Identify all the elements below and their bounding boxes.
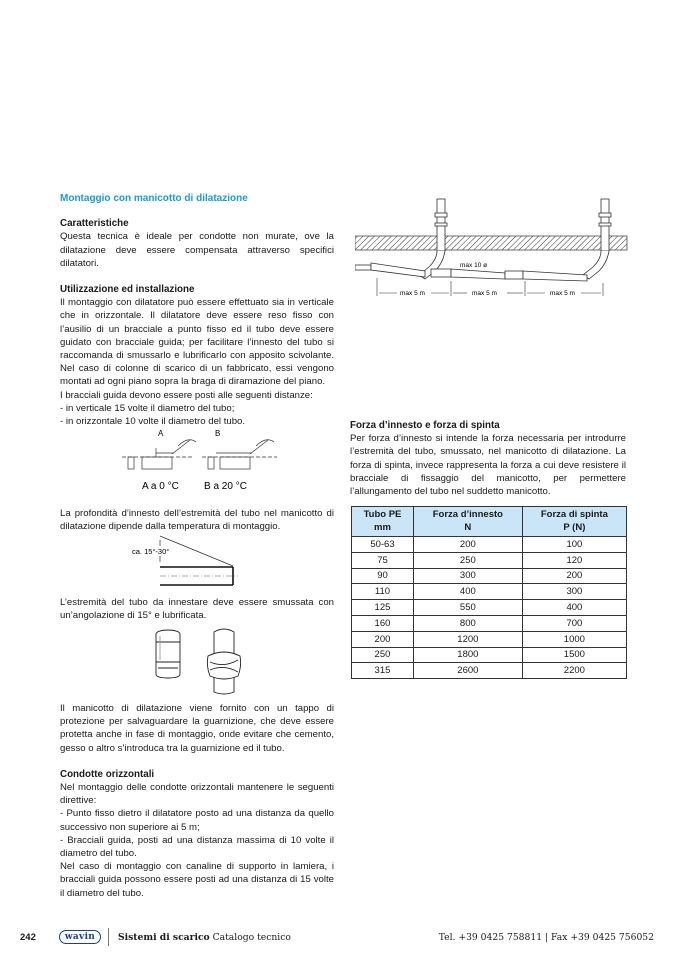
column-header-forza-spinta: Forza di spinta P (N) (522, 507, 626, 537)
text-condotte-item-2: - Bracciali guida, posti ad una distanza massima di 10 volte il diametro del tubo. (60, 834, 334, 860)
table-cell: 100 (522, 537, 626, 553)
dim-label-3: max 5 m (550, 290, 575, 297)
page-number: 242 (20, 932, 36, 943)
left-column-bottom (60, 702, 334, 900)
table-row (352, 584, 627, 600)
figure-insertion-depth (112, 424, 282, 494)
table-cell: 1500 (522, 647, 626, 663)
table-cell: 120 (522, 552, 626, 568)
table-cell: 90 (352, 568, 414, 584)
table-row (352, 615, 627, 631)
table-cell: 400 (413, 584, 522, 600)
text-condotte-lamiera: Nel caso di montaggio con canaline di supporto in lamiera, i bracciali guida possono essere posti ad una distanza di 15 volte il diametro del tubo. (60, 861, 334, 899)
table-row (352, 568, 627, 584)
angle-line (160, 536, 233, 566)
text-condotte-item-1: - Punto fisso dietro il dilatatore posto ad una distanza da quello successivo non superiore ai 5 m; (60, 808, 334, 833)
footer-divider (108, 928, 109, 946)
heading-caratteristiche: Caratteristiche (60, 218, 129, 230)
heading-utilizzazione: Utilizzazione ed installazione (60, 284, 195, 296)
table-cell: 200 (352, 631, 414, 647)
table-cell: 1000 (522, 631, 626, 647)
table-cell: 800 (413, 615, 522, 631)
table-row (352, 631, 627, 647)
text-smussatura: L’estremità del tubo da innestare deve essere smussata con un’angolazione di 15° e lubrificata. (60, 597, 334, 622)
table-row (352, 663, 627, 679)
table-cell: 400 (522, 600, 626, 616)
catalog-title: Sistemi di scarico Catalogo tecnico (118, 932, 291, 943)
protected-coupling-icon (207, 629, 240, 694)
figure-label-b: B (215, 429, 221, 438)
coupling-icon (156, 630, 180, 678)
fitting-b (202, 440, 277, 469)
table-row (352, 552, 627, 568)
table-cell: 110 (352, 584, 414, 600)
table-cell: 160 (352, 615, 414, 631)
text-condotte-intro: Nel montaggio delle condotte orizzontali mantenere le seguenti direttive: (60, 782, 334, 807)
fitting-a (122, 440, 196, 469)
table-cell: 250 (352, 647, 414, 663)
table-cell: 300 (413, 568, 522, 584)
table-cell: 315 (352, 663, 414, 679)
wavin-logo: wavin (59, 930, 101, 944)
column-header-forza-innesto: Forza d’innesto N (413, 507, 522, 537)
table-row (352, 600, 627, 616)
table-cell: 200 (413, 537, 522, 553)
left-column (60, 192, 334, 428)
label-max-10-diameter: max 10 ø (460, 262, 488, 269)
text-utilizzazione: Il montaggio con dilatatore può essere effettuato sia in verticale che in orizzontale. Il dilatatore deve essere reso fisso con l’ausilio di un bracciale a punto fisso ed il tubo deve essere guidato con bracciale guida; per facilitare l’innesto del tubo si raccomanda di smussarlo e lubrificarlo con apposito scivolante. Nel caso di colonne di scarico di un fabbricato, essi vengono montati ad ogni piano sopra la braga di diramazione del piano. (60, 297, 334, 388)
angle-label: ca. 15°-30° (132, 547, 170, 556)
dim-label-2: max 5 m (472, 290, 497, 297)
dim-label-1: max 5 m (400, 290, 425, 297)
text-distances-intro: I bracciali guida devono essere posti alle seguenti distanze: (60, 389, 313, 401)
table-cell: 550 (413, 600, 522, 616)
table-cell: 1200 (413, 631, 522, 647)
text-profondita: La profondità d’innesto dell’estremità del tubo nel manicotto di dilatazione dipende dalla temperatura di montaggio. (60, 508, 334, 533)
text-distance-vertical: - in verticale 15 volte il diametro del tubo; (60, 402, 235, 414)
table-cell: 2200 (522, 663, 626, 679)
table-cell: 75 (352, 552, 414, 568)
right-column-text (350, 419, 626, 498)
table-row (352, 537, 627, 553)
table-cell: 125 (352, 600, 414, 616)
footer (0, 928, 677, 948)
figure-caption-a: A a 0 °C (142, 481, 179, 492)
table-cell: 300 (522, 584, 626, 600)
forces-table (351, 506, 627, 679)
figure-coupling-cap (152, 628, 262, 698)
table-cell: 50-63 (352, 537, 414, 553)
table-cell: 250 (413, 552, 522, 568)
table-header-row (352, 507, 627, 537)
table-cell: 2600 (413, 663, 522, 679)
text-caratteristiche: Questa tecnica è ideale per condotte non murate, ove la dilatazione deve essere compensata attraverso specifici dilatatori. (60, 231, 334, 269)
text-forza: Per forza d’innesto si intende la forza necessaria per introdurre l’estremità del tubo, smussato, nel manicotto di dilatazione. La forza di spinta, invece rappresenta la forza a cui deve resistere il bracciale di fissaggio del manicotto, per permettere l’allungamento del tubo nel suddetto manicotto. (350, 433, 626, 498)
figure-caption-b: B a 20 °C (204, 481, 247, 492)
contact-info: Tel. +39 0425 758811 | Fax +39 0425 756052 (438, 932, 654, 943)
table-cell: 1800 (413, 647, 522, 663)
column-header-tubo: Tubo PE mm (352, 507, 414, 537)
text-distance-horizontal: - in orizzontale 10 volte il diametro del tubo. (60, 416, 246, 428)
figure-label-a: A (158, 429, 164, 438)
table-cell: 200 (522, 568, 626, 584)
figure-horizontal-pipe-layout (355, 193, 630, 303)
section-title: Montaggio con manicotto di dilatazione (60, 193, 248, 204)
heading-forza: Forza d’innesto e forza di spinta (350, 420, 500, 431)
figure-chamfer-angle (130, 534, 240, 588)
table-row (352, 647, 627, 663)
heading-condotte: Condotte orizzontali (60, 768, 155, 780)
table-cell: 700 (522, 615, 626, 631)
ceiling-slab (355, 236, 627, 250)
text-tappo: Il manicotto di dilatazione viene fornito con un tappo di protezione per salvaguardare la guarnizione, che deve essere protetta anche in fase di montaggio, onde evitare che cemento, gesso o altro s’introduca tra la guarnizione ed il tubo. (60, 703, 334, 754)
